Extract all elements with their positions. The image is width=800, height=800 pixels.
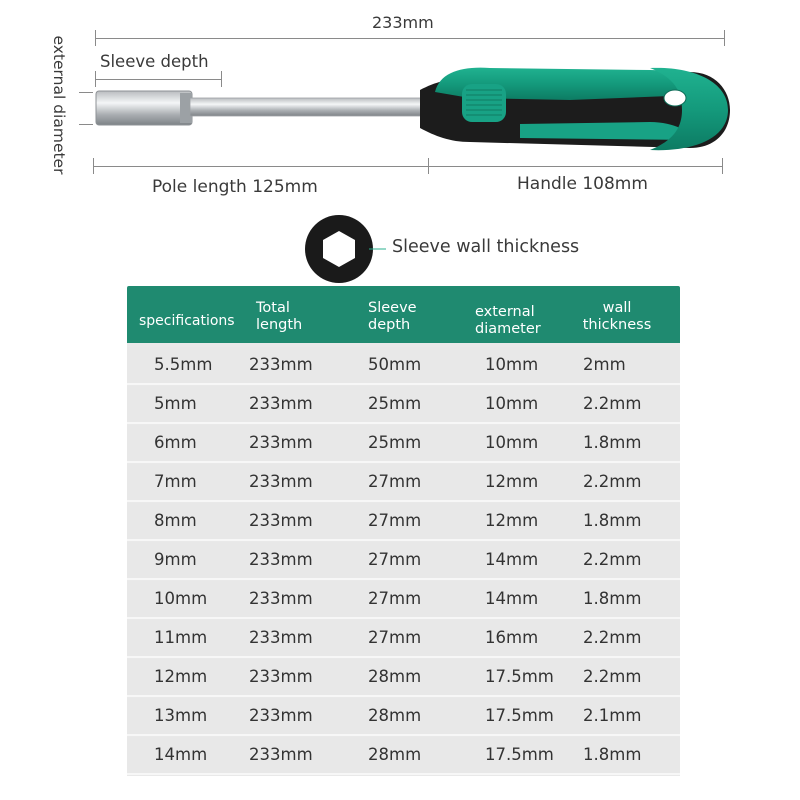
wall-thickness-label: Sleeve wall thickness [392, 237, 580, 257]
table-cell: 10mm [485, 355, 539, 374]
table-cell: 6mm [154, 433, 197, 452]
table-cell: 25mm [368, 394, 422, 413]
table-cell: 27mm [368, 628, 422, 647]
total-length-line [95, 38, 725, 39]
table-cell: 1.8mm [583, 511, 642, 530]
table-cell: 233mm [249, 745, 313, 764]
table-cell: 13mm [154, 706, 208, 725]
table-cell: 9mm [154, 550, 197, 569]
sleeve-depth-label: Sleeve depth [100, 52, 209, 71]
header-external-diameter: external diameter [475, 304, 541, 337]
table-row [127, 581, 680, 619]
table-cell: 16mm [485, 628, 539, 647]
table-cell: 233mm [249, 706, 313, 725]
table-cell: 14mm [154, 745, 208, 764]
table-row [127, 425, 680, 463]
table-cell: 11mm [154, 628, 208, 647]
spec-table [127, 286, 680, 776]
table-cell: 233mm [249, 550, 313, 569]
table-cell: 14mm [485, 589, 539, 608]
table-cell: 233mm [249, 511, 313, 530]
table-row [127, 503, 680, 541]
nut-driver-illustration [90, 60, 740, 160]
table-cell: 10mm [485, 394, 539, 413]
table-cell: 1.8mm [583, 589, 642, 608]
table-row [127, 737, 680, 775]
table-cell: 17.5mm [485, 745, 554, 764]
table-cell: 10mm [485, 433, 539, 452]
table-cell: 233mm [249, 394, 313, 413]
sleeve-cross-section-icon [300, 214, 390, 284]
external-diameter-label: external diameter [50, 35, 68, 175]
table-cell: 12mm [485, 472, 539, 491]
table-cell: 8mm [154, 511, 197, 530]
table-row [127, 464, 680, 502]
table-cell: 233mm [249, 472, 313, 491]
table-cell: 17.5mm [485, 706, 554, 725]
table-cell: 233mm [249, 433, 313, 452]
table-cell: 2.2mm [583, 394, 642, 413]
table-row [127, 620, 680, 658]
table-cell: 28mm [368, 745, 422, 764]
table-row [127, 542, 680, 580]
table-cell: 50mm [368, 355, 422, 374]
table-cell: 2.2mm [583, 628, 642, 647]
table-row [127, 386, 680, 424]
table-cell: 25mm [368, 433, 422, 452]
table-cell: 12mm [485, 511, 539, 530]
table-cell: 2mm [583, 355, 626, 374]
table-cell: 7mm [154, 472, 197, 491]
table-cell: 27mm [368, 511, 422, 530]
table-cell: 233mm [249, 589, 313, 608]
table-cell: 17.5mm [485, 667, 554, 686]
table-cell: 2.2mm [583, 472, 642, 491]
header-total-length: Total length [256, 300, 303, 333]
table-cell: 2.1mm [583, 706, 642, 725]
table-row [127, 698, 680, 736]
table-cell: 12mm [154, 667, 208, 686]
pole-length-label: Pole length 125mm [152, 177, 318, 197]
table-cell: 27mm [368, 472, 422, 491]
table-cell: 233mm [249, 355, 313, 374]
table-cell: 233mm [249, 667, 313, 686]
table-cell: 233mm [249, 628, 313, 647]
table-cell: 27mm [368, 550, 422, 569]
table-cell: 1.8mm [583, 433, 642, 452]
header-wall-thickness: wall thickness [582, 300, 652, 333]
header-specifications: specifications [139, 313, 235, 329]
table-cell: 5mm [154, 394, 197, 413]
total-length-label: 233mm [372, 13, 434, 32]
table-cell: 2.2mm [583, 550, 642, 569]
table-cell: 1.8mm [583, 745, 642, 764]
table-cell: 14mm [485, 550, 539, 569]
handle-length-label: Handle 108mm [517, 174, 648, 194]
pole-handle-line [93, 166, 723, 167]
table-cell: 2.2mm [583, 667, 642, 686]
table-header [127, 286, 680, 343]
table-cell: 10mm [154, 589, 208, 608]
table-cell: 28mm [368, 706, 422, 725]
header-sleeve-depth: Sleeve depth [368, 300, 417, 333]
table-cell: 27mm [368, 589, 422, 608]
table-cell: 28mm [368, 667, 422, 686]
table-row [127, 347, 680, 385]
table-row [127, 659, 680, 697]
table-cell: 5.5mm [154, 355, 213, 374]
table-body [127, 343, 680, 776]
